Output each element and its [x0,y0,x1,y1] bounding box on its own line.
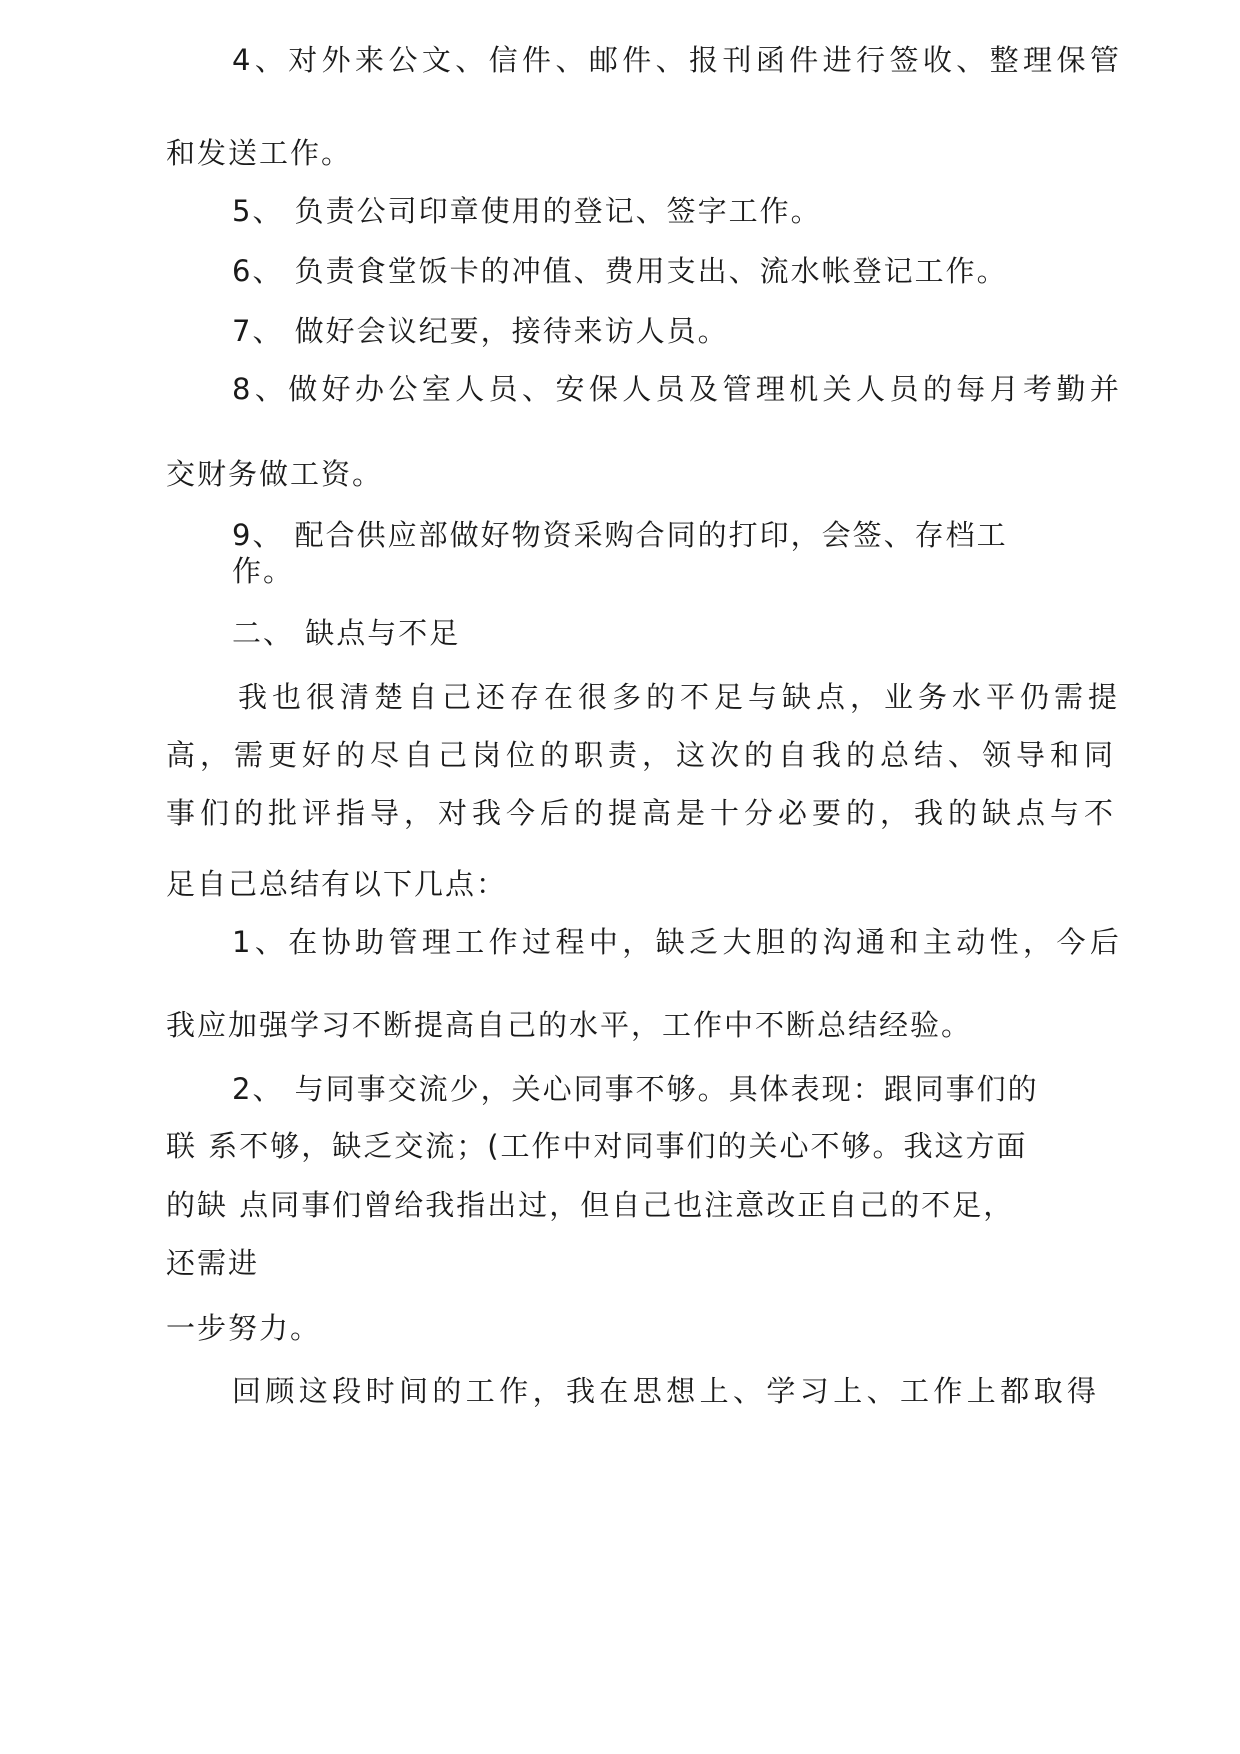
text-line: 事们的批评指导，对我今后的提高是十分必要的，我的缺点与不 [166,796,1119,830]
text-line: 6、 负责食堂饭卡的冲值、费用支出、流水帐登记工作。 [232,254,1008,288]
text-line: 高，需更好的尽自己岗位的职责，这次的自我的总结、领导和同 [166,738,1119,772]
text-line: 作。 [232,554,295,588]
text-line: 7、 做好会议纪要，接待来访人员。 [232,314,729,348]
text-line: 足自己总结有以下几点： [166,867,508,901]
text-line: 4、对外来公文、信件、邮件、报刊函件进行签收、整理保管 [232,43,1124,77]
text-line: 9、 配合供应部做好物资采购合同的打印，会签、存档工 [232,518,1008,552]
text-line: 8、做好办公室人员、安保人员及管理机关人员的每月考勤并 [232,372,1124,406]
text-line: 的缺 点同事们曾给我指出过，但自己也注意改正自己的不足， [166,1188,1015,1222]
text-line: 还需进 [166,1246,260,1280]
text-line: 一步努力。 [166,1311,322,1345]
text-line: 联 系不够，缺乏交流；(工作中对同事们的关心不够。我这方面 [166,1129,1028,1163]
text-line: 交财务做工资。 [166,457,384,491]
text-line: 2、 与同事交流少，关心同事不够。具体表现：跟同事们的 [232,1072,1039,1106]
text-line: 回顾这段时间的工作，我在思想上、学习上、工作上都取得 [232,1374,1101,1408]
text-line: 我应加强学习不断提高自己的水平，工作中不断总结经验。 [166,1008,973,1042]
text-line: 和发送工作。 [166,136,353,170]
text-line: 我也很清楚自己还存在很多的不足与缺点，业务水平仍需提 [238,680,1123,714]
text-line: 5、 负责公司印章使用的登记、签字工作。 [232,194,822,228]
section-heading: 二、 缺点与不足 [232,616,461,650]
text-line: 1、在协助管理工作过程中，缺乏大胆的沟通和主动性，今后 [232,925,1124,959]
